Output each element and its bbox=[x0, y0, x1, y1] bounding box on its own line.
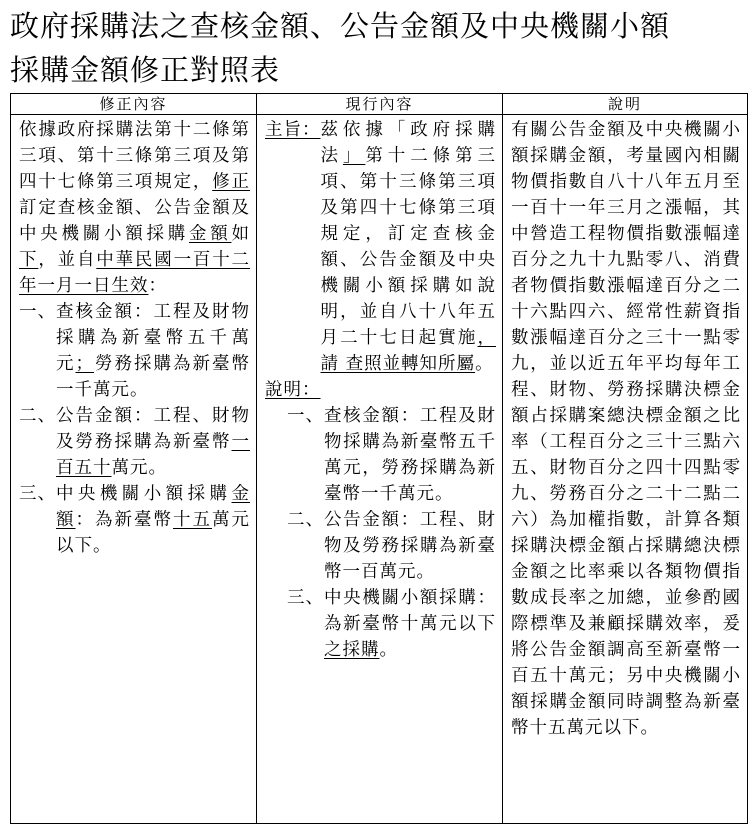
underlined-text: 十五 bbox=[173, 510, 212, 530]
explain-label: 說明： bbox=[265, 380, 321, 400]
text-segment: 查核金額：工程及財物採購為新臺幣五千萬元，勞務採購為新臺幣一千萬元。 bbox=[324, 406, 496, 504]
explanation-cell bbox=[503, 115, 748, 824]
underlined-text: 修正 bbox=[212, 172, 251, 192]
text-segment: 中央機關小額採購 bbox=[56, 484, 232, 504]
text-segment: 依據政府採購法第十二條第三項、第十三條第三項及第四十七條第三項規定， bbox=[19, 120, 250, 192]
text-segment: 查核金額：工程及財物採購為新臺幣五千萬元 bbox=[56, 302, 250, 374]
header-current: 現行內容 bbox=[257, 94, 503, 115]
item-number: 二、 bbox=[287, 510, 324, 530]
item-text bbox=[56, 299, 250, 403]
current-content-cell bbox=[257, 115, 503, 824]
item-text bbox=[324, 585, 496, 663]
comparison-table bbox=[10, 93, 748, 824]
title-line-2: 採購金額修正對照表 bbox=[10, 53, 281, 87]
underlined-text: 中華民國一百十二年一月一日生效 bbox=[19, 250, 251, 296]
list-item bbox=[287, 403, 496, 507]
title-line-1: 政府採購法之查核金額、公告金額及中央機關小額 bbox=[10, 9, 671, 43]
text-segment: 勞務採購為新臺幣一千萬元。 bbox=[56, 354, 250, 400]
list-item bbox=[19, 299, 250, 403]
document-title bbox=[10, 4, 750, 92]
text-segment: ：為新臺幣 bbox=[75, 510, 173, 530]
item-text bbox=[56, 481, 250, 559]
text-segment: 如 bbox=[231, 224, 250, 244]
current-subject bbox=[265, 117, 496, 377]
text-segment: 第十二條第三項、第十三條第三項及第四十七條第三項規定，訂定查核金額、公告金額及中央機關小額採購如說明，並自八十八年五月二十七日起實施 bbox=[320, 146, 497, 348]
item-number: 二、 bbox=[19, 406, 56, 426]
list-item bbox=[19, 403, 250, 481]
underlined-text: 下 bbox=[19, 250, 39, 270]
text-segment: ，並自 bbox=[38, 250, 97, 270]
text-segment: 訂定查核金額、公告金額及中央機關小額採購 bbox=[19, 198, 250, 244]
revised-content-cell bbox=[11, 115, 257, 824]
item-number: 三、 bbox=[287, 588, 324, 608]
revised-items-list bbox=[19, 299, 250, 559]
underlined-text: 」 bbox=[342, 146, 366, 166]
current-items-list bbox=[265, 403, 496, 663]
item-number: 三、 bbox=[19, 484, 56, 504]
underlined-text: 之採購 bbox=[324, 640, 380, 660]
header-explanation: 說明 bbox=[503, 94, 748, 115]
item-text bbox=[56, 403, 250, 481]
text-segment: ： bbox=[148, 276, 167, 296]
list-item bbox=[19, 481, 250, 559]
item-text bbox=[324, 507, 496, 585]
underlined-text: 金額 bbox=[189, 224, 232, 244]
item-number: 一、 bbox=[287, 406, 324, 426]
text-segment: 茲依據「政府採購法 bbox=[320, 120, 496, 166]
text-segment: 。 bbox=[379, 640, 398, 660]
text-segment: 萬元。 bbox=[111, 458, 167, 478]
underlined-text: ，請 查照並轉知所屬 bbox=[320, 328, 496, 374]
table-row bbox=[11, 115, 748, 824]
text-segment: 。 bbox=[475, 354, 494, 374]
subject-label: 主旨： bbox=[265, 120, 321, 140]
item-text bbox=[324, 403, 496, 507]
text-segment: 中央機關小額採購：為新臺幣十萬元以下 bbox=[324, 588, 496, 634]
underlined-text: 一百五十 bbox=[56, 432, 250, 478]
table-header-row bbox=[11, 94, 748, 115]
underlined-text: 金額 bbox=[56, 484, 250, 530]
subject-text bbox=[321, 117, 497, 377]
text-segment: 公告金額：工程、財物及勞務採購為新臺幣一百萬元。 bbox=[324, 510, 496, 582]
list-item bbox=[287, 507, 496, 585]
text-segment: 萬元以下。 bbox=[56, 510, 250, 556]
item-number: 一、 bbox=[19, 302, 56, 322]
text-segment: 公告金額：工程、財物及勞務採購為新臺幣 bbox=[56, 406, 250, 452]
revised-intro bbox=[19, 117, 250, 299]
underlined-text: ； bbox=[75, 354, 94, 374]
list-item bbox=[287, 585, 496, 663]
header-revised: 修正內容 bbox=[11, 94, 257, 115]
explanation-text: 有關公告金額及中央機關小額採購金額，考量國內相關物價指數自八十八年五月至一百十一年三月之漲幅，其中營造工程物價指數漲幅達百分之九十九點零八、消費者物價指數漲幅達百分之二十六點四六、經常性薪資指數漲幅達百分之三十一點零九，並以近五年平均每年工程、財物、勞務採購決標金額占採購案總決標金額之比率（工程百分之三十三點六五、財物百分之四十四點零九、勞務百分之二十二點二六）為加權指數，計算各類採購決標金額占採購總決標金額之比率乘以各類物價指數成長率之加總，並參酌國際標準及兼顧採購效率，爰將公告金額調高至新臺幣一百五十萬元；另中央機關小額採購金額同時調整為新臺幣十五萬元以下。 bbox=[511, 120, 741, 738]
